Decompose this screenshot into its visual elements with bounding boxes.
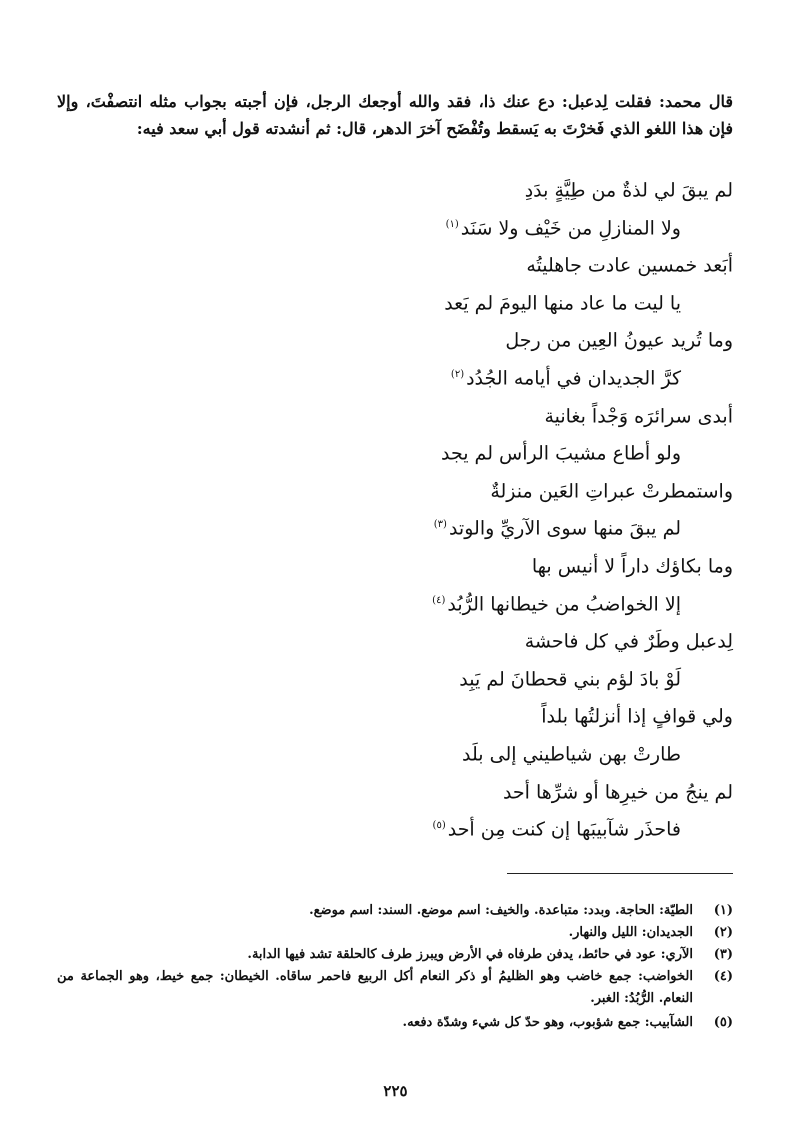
verse-line xyxy=(57,168,733,206)
verse-text: أبَعد خمسين عادت جاهليتُه xyxy=(526,254,733,277)
verse-line xyxy=(57,544,733,582)
footnote xyxy=(57,944,733,966)
footnote-marker: (١) xyxy=(445,218,459,230)
verse-line xyxy=(57,356,733,394)
footnote-text: الشآبيب: جمع شؤبوب، وهو حدّ كل شيء وشدّة دفعه. xyxy=(402,1015,693,1030)
footnote-text: الخواضب: جمع خاضب وهو الظليمُ أو ذكر النعام أكل الربيع فاحمر ساقاه. الخيطان: جمع خيط، وهو الجماعة من النعام. الرُّبُدُ: الغبر. xyxy=(57,969,693,1006)
verse-text: لِدعبل وطَرٌ في كل فاحشة xyxy=(524,630,733,653)
footnote-marker: (٥) xyxy=(432,820,446,832)
footnote-divider xyxy=(507,873,733,874)
verse-text: لم يبقَ لي لذةٌ من طِيَّةٍ بدَدِ xyxy=(524,179,733,202)
footnote-text: الطيّة: الحاجة. وبدد: متباعدة. والخيف: اسم موضع. السند: اسم موضع. xyxy=(309,903,693,918)
verse-text: ولي قوافٍ إذا أنزلتُها بلداً xyxy=(541,705,733,728)
footnote-number: (٤) xyxy=(713,969,733,984)
verse-line xyxy=(57,619,733,657)
verse-line xyxy=(57,318,733,356)
verse-text: أبدى سرائرَه وَجْداً بغانية xyxy=(544,404,733,427)
footnote-number: (١) xyxy=(713,903,733,918)
footnote-number: (٢) xyxy=(713,925,733,940)
verse-text: لَوْ بادَ لؤم بني قحطانَ لم يَبِد xyxy=(459,668,681,691)
footnote-marker: (٤) xyxy=(432,594,446,606)
footnote xyxy=(57,922,733,944)
verse-line xyxy=(57,694,733,732)
verse-line xyxy=(57,807,733,845)
verse-line xyxy=(57,657,733,695)
verse-line xyxy=(57,394,733,432)
verse-line xyxy=(57,770,733,808)
footnote-number: (٥) xyxy=(713,1015,733,1030)
verse-text: لم يبقَ منها سوى الآريِّ والوتد xyxy=(448,517,681,540)
verse-text: ولا المنازلِ من خَيْف ولا سَنَد xyxy=(460,216,681,239)
footnote xyxy=(57,966,733,1010)
verse-line xyxy=(57,243,733,281)
prose-paragraph: قال محمد: فقلت لِدعبل: دع عنك ذا، فقد والله أوجعك الرجل، فإن أجبته بجواب مثله انتصفْتَ، وإلا فإن هذا اللغو الذي فَخرْتَ به يَسقط وتُفْضَح آخرَ الدهر، قال: ثم أنشدته قول أبي سعد فيه: xyxy=(57,92,733,138)
verse-line xyxy=(57,281,733,319)
footnote-text: الآري: عود في حائط، يدفن طرفاه في الأرض ويبرز طرف كالحلقة تشد فيها الدابة. xyxy=(247,947,693,962)
footnote xyxy=(57,900,733,922)
footnotes xyxy=(57,900,733,1034)
verse-text: وما تُريد عيونُ العِين من رجل xyxy=(505,329,733,352)
verse-text: ولو أطاع مشيبَ الرأس لم يجد xyxy=(440,442,681,465)
verse-line xyxy=(57,206,733,244)
verse-text: إلا الخواضبُ من خيطانها الرُّبُد xyxy=(447,592,681,615)
footnote-marker: (٣) xyxy=(433,519,447,531)
poem xyxy=(57,168,733,845)
footnote-number: (٣) xyxy=(713,947,733,962)
footnote-text: الجديدان: الليل والنهار. xyxy=(568,925,693,940)
footnote-marker: (٢) xyxy=(450,368,465,380)
verse-line xyxy=(57,431,733,469)
page-number: ٢٢٥ xyxy=(383,1082,408,1100)
verse-line xyxy=(57,506,733,544)
verse-text: يا ليت ما عاد منها اليومَ لم يَعد xyxy=(444,292,681,315)
verse-line xyxy=(57,732,733,770)
verse-text: لم ينجُ من خيرِها أو شرِّها أحد xyxy=(502,780,733,803)
verse-text: وما بكاؤك داراً لا أنيس بها xyxy=(531,555,733,578)
verse-text: كرَّ الجديدان في أيامه الجُدُد xyxy=(466,367,681,390)
verse-line xyxy=(57,469,733,507)
footnote xyxy=(57,1012,733,1034)
verse-line xyxy=(57,582,733,620)
verse-text: واستمطرتْ عبراتِ العَين منزلةٌ xyxy=(490,480,733,503)
verse-text: فاحذَر شآبيبَها إن كنت مِن أحد xyxy=(447,818,681,841)
verse-text: طارتْ بهن شياطيني إلى بلَد xyxy=(462,743,681,766)
